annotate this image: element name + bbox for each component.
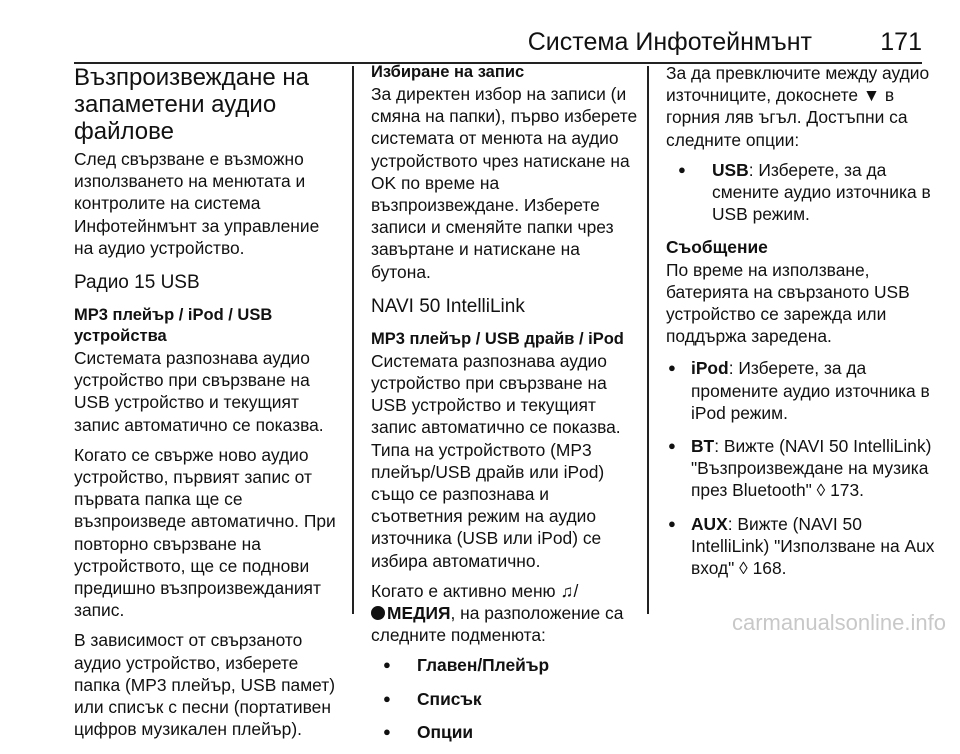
bt-label: BT [691,436,715,457]
list-item [371,654,639,676]
media-menu-prefix: Когато е активно меню ♫/ [371,580,579,601]
paragraph: За да превключите между аудио източниците, докоснете ▼ в горния ляв ъгъл. Достъпни са следните опции: [666,63,930,150]
note-text: По време на използване, батерията на свързаното USB устройство се зарежда или поддържа заредена. [666,259,910,347]
list-item [371,688,639,710]
paragraph: Системата разпознава аудио устройство при свързване на USB устройство и текущият запис автоматично се показва. [74,348,324,435]
section-title-radio: Радио 15 USB [74,272,200,294]
intro-paragraph: След свързване е възможно използването на менютата и контролите на система Инфотейнмънт за управление на аудио устройство. [74,149,320,258]
page-number: 171 [880,28,922,56]
watermark: carmanualsonline.info [731,610,946,635]
source-list [666,159,936,226]
list-item-aux [666,513,936,580]
paragraph: За директен избор на записи (и смяна на папки), първо изберете системата от менюта на аудио устройството чрез натискане на OK по време на възпроизвеждане. Изберете записи и сменяйте папки чрез завъртане и натискане на бутона. [371,84,638,282]
paragraph-media-menu [371,580,639,647]
subsection-title-players: MP3 плейър / USB драйв / iPod [371,329,624,348]
list-item [371,721,639,743]
usb-text: : Изберете, за да смените аудио източника в USB режим. [712,159,931,225]
page-header [74,18,922,64]
column-divider [647,66,649,614]
column-middle [371,62,639,754]
source-list [666,357,936,579]
list-item-usb [666,159,936,226]
column-left [74,62,342,748]
list-item-ipod [666,357,936,424]
usb-label: USB [712,159,749,180]
bt-text: : Вижте (NAVI 50 IntelliLink) "Възпроизвеждане на музика през Bluetooth" ◊ 173. [691,436,932,501]
media-menu-suffix: , на разположение са следните подменюта: [371,603,624,646]
media-icon [371,606,385,620]
note-title: Съобщение [666,237,768,258]
note-block [666,236,936,347]
list-item-bt [666,435,936,502]
ipod-label: iPod [691,358,729,379]
main-heading: Възпроизвеждане на запаметени аудио файлове [74,64,309,145]
list-item-label: Списък [417,688,482,709]
list-item-label: Опции [417,721,474,742]
paragraph: Когато се свърже ново аудио устройство, първият запис от първата папка ще се възпроизведе автоматично. При повторно свързване на устройството, ще се поднови предишно възпроизвежданият запис. [74,444,336,621]
column-divider [352,66,354,614]
list-item-label: Главен/Плейър [417,655,550,676]
paragraph: В зависимост от свързаното аудио устройство, изберете папка (MP3 плейър, USB памет) или списък с песни (портативен цифров музикален плейър). [74,630,336,740]
media-menu-label: МЕДИЯ [387,603,451,624]
subsection-title-devices: MP3 плейър / iPod / USB устройства [74,306,273,346]
ipod-text: : Изберете, за да промените аудио източника в iPod режим. [691,358,930,423]
section-title-navi: NAVI 50 IntelliLink [371,295,525,317]
header-title: Система Инфотейнмънт [527,28,812,56]
subsection-title-select-track: Избиране на запис [371,63,525,81]
paragraph: Системата разпознава аудио устройство при свързване на USB устройство и текущият запис автоматично се показва. Типа на устройството (MP3 плейър/USB драйв или iPod) също се разпознава и съответния режим на аудио източника (USB или iPod) се избира автоматично. [371,350,621,571]
aux-text: : Вижте (NAVI 50 IntelliLink) "Използване на Aux вход" ◊ 168. [691,513,935,579]
column-right [666,62,936,590]
aux-label: AUX [691,513,728,534]
submenu-list [371,654,639,743]
